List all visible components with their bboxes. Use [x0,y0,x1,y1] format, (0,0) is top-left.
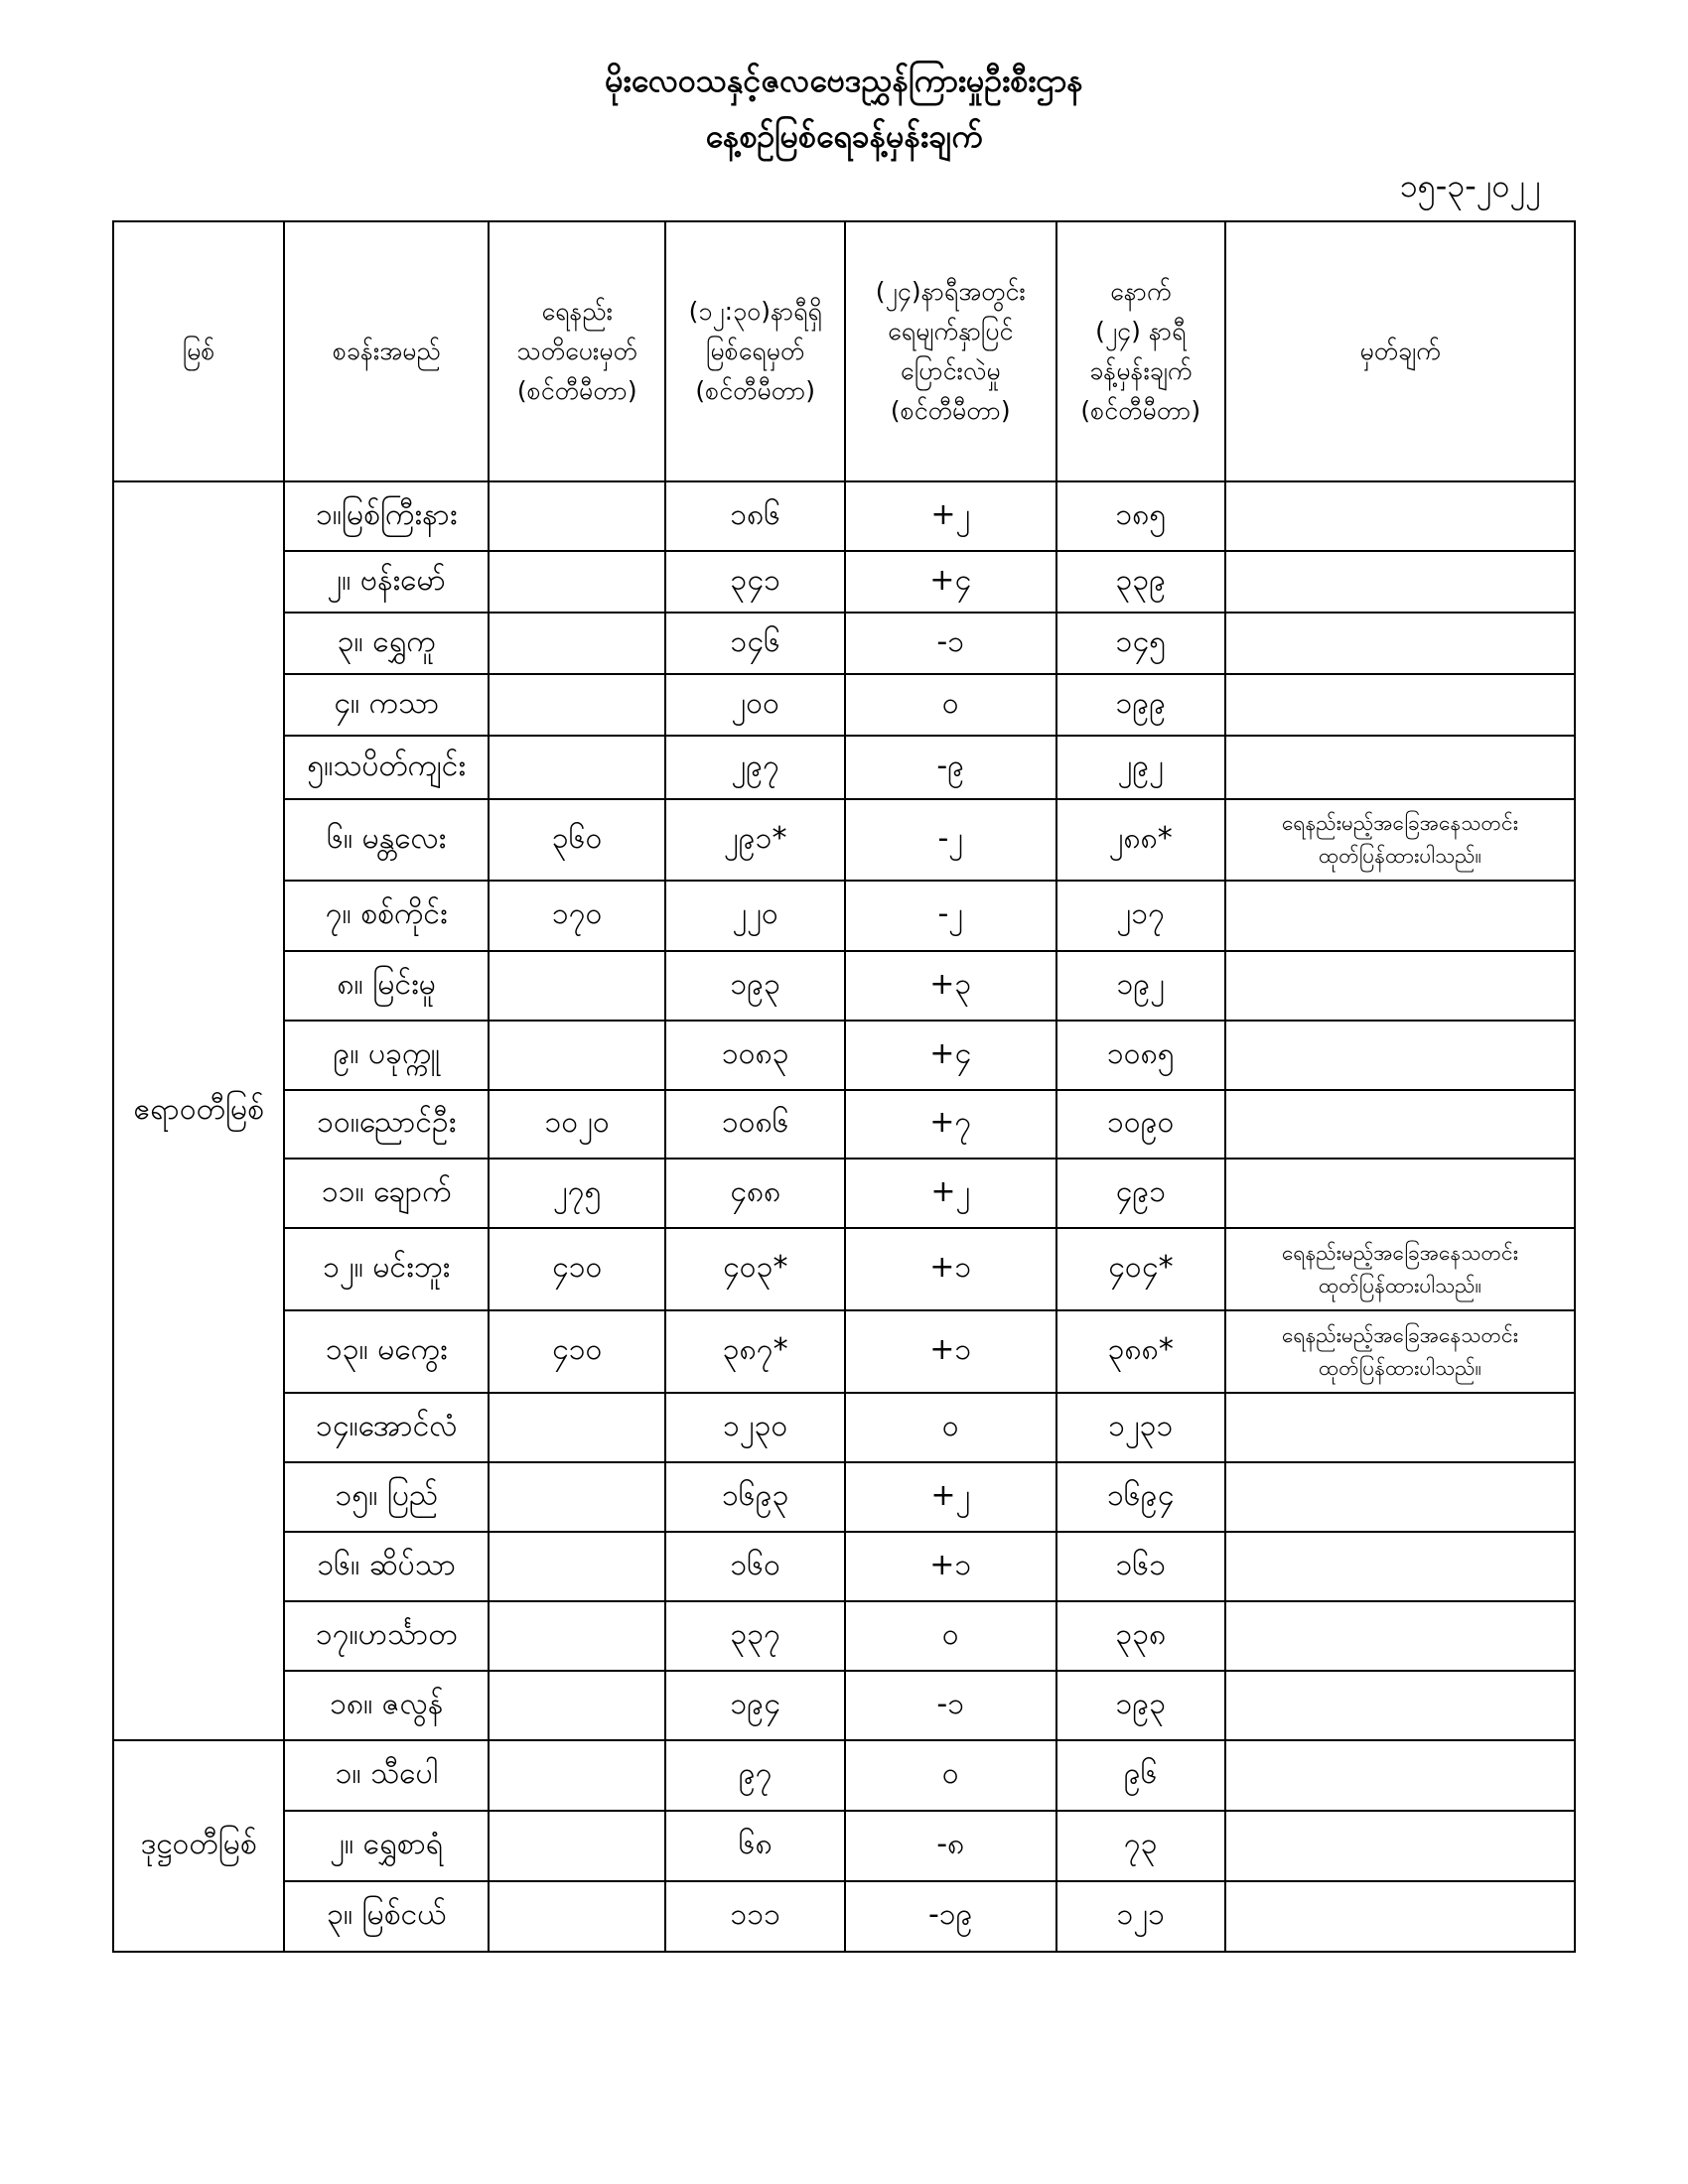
remark-cell [1225,1021,1575,1090]
station-name: ၁။မြစ်ကြီးနား [284,481,489,551]
danger-level [489,951,665,1021]
department-title: မိုးလေဝသနှင့်ဇလဗေဒညွှန်ကြားမှုဦးစီးဌာန [605,62,1083,99]
remark-cell [1225,551,1575,613]
level-change: +၂ [845,481,1056,551]
remark-cell [1225,1601,1575,1671]
header-level-line: (စင်တီမီတာ) [695,376,816,405]
remark-cell [1225,1228,1575,1310]
water-level: ၂၀၀ [665,674,844,736]
level-change: -၁ [845,613,1056,674]
table-row [113,799,1575,881]
remark-line: ရေနည်းမည့်အခြေအနေသတင်း [1282,1322,1518,1347]
station-name: ၁၇။ဟင်္သာတ [284,1601,489,1671]
danger-level: ၂၇၅ [489,1159,665,1228]
forecast-level: ၁၄၅ [1056,613,1225,674]
remark-cell [1225,881,1575,951]
danger-level [489,1881,665,1952]
water-level: ၃၃၇ [665,1601,844,1671]
remark-cell [1225,1740,1575,1811]
header-change-line: ပြောင်းလဲမှု [900,356,1001,385]
remark-line: ထုတ်ပြန်ထားပါသည်။ [1319,1273,1481,1297]
table-row [113,1532,1575,1601]
forecast-level: ၁၂၁ [1056,1881,1225,1952]
forecast-level: ၃၃၉ [1056,551,1225,613]
remark-cell [1225,951,1575,1021]
water-level: ၁၁၁ [665,1881,844,1952]
level-change: +၁ [845,1532,1056,1601]
forecast-level: ၂၉၂ [1056,736,1225,799]
forecast-level: ၁၉၂ [1056,951,1225,1021]
water-level: ၁၈၆ [665,481,844,551]
level-change: +၃ [845,951,1056,1021]
header-level [665,221,844,481]
river-name: ဒုဋ္ဌဝတီမြစ် [113,1740,284,1952]
remark-line: ရေနည်းမည့်အခြေအနေသတင်း [1282,1240,1518,1265]
forecast-level: ၂၈၈* [1056,799,1225,881]
table-row [113,674,1575,736]
header-forecast-line: (စင်တီမီတာ) [1080,396,1201,425]
remark-cell [1225,799,1575,881]
station-name: ၆။ မန္တလေး [284,799,489,881]
level-change: -၉ [845,736,1056,799]
water-level: ၄၈၈ [665,1159,844,1228]
header-danger-line: ရေနည်း [541,297,613,326]
danger-level [489,1740,665,1811]
header-change-line: (စင်တီမီတာ) [890,396,1011,425]
station-name: ၁၆။ ဆိပ်သာ [284,1532,489,1601]
header-river: မြစ် [113,221,284,481]
remark-cell [1225,1159,1575,1228]
station-name: ၁၁။ ချောက် [284,1159,489,1228]
level-change: -၁၉ [845,1881,1056,1952]
station-name: ၂။ ဗန်းမော် [284,551,489,613]
forecast-level: ၁၀၈၅ [1056,1021,1225,1090]
table-row [113,613,1575,674]
danger-level [489,551,665,613]
station-name: ၄။ ကသာ [284,674,489,736]
header-remark: မှတ်ချက် [1225,221,1575,481]
header-level-line: (၁၂:၃၀)နာရီရှိ [688,297,822,326]
header-danger-line: သတိပေးမှတ် [516,337,637,365]
level-change: ၀ [845,1601,1056,1671]
water-level: ၁၄၆ [665,613,844,674]
station-name: ၁၃။ မကွေး [284,1310,489,1393]
table-row [113,1393,1575,1462]
station-name: ၈။ မြင်းမူ [284,951,489,1021]
header-level-line: မြစ်ရေမှတ် [706,337,805,365]
danger-level: ၄၁၀ [489,1310,665,1393]
header-danger-line: (စင်တီမီတာ) [516,376,637,405]
water-level: ၁၉၃ [665,951,844,1021]
danger-level [489,674,665,736]
table-row [113,1740,1575,1811]
header-forecast [1056,221,1225,481]
table-row [113,1601,1575,1671]
level-change: -၁ [845,1671,1056,1740]
forecast-level: ၁၀၉၀ [1056,1090,1225,1159]
forecast-level: ၁၆၁ [1056,1532,1225,1601]
header-change-line: (၂၄)နာရီအတွင်း [875,277,1026,306]
remark-cell [1225,1532,1575,1601]
forecast-level: ၉၆ [1056,1740,1225,1811]
station-name: ၁၄။အောင်လံ [284,1393,489,1462]
danger-level [489,1532,665,1601]
danger-level [489,481,665,551]
forecast-level: ၁၉၉ [1056,674,1225,736]
station-name: ၁။ သီပေါ [284,1740,489,1811]
table-row [113,551,1575,613]
report-title: နေ့စဉ်မြစ်ရေခန့်မှန်းချက် [705,117,983,155]
report-date: ၁၅-၃-၂၀၂၂ [1399,167,1541,205]
danger-level [489,1021,665,1090]
table-row [113,481,1575,551]
water-level: ၃၈၇* [665,1310,844,1393]
header-forecast-line: (၂၄) နာရီ [1095,317,1187,345]
danger-level [489,736,665,799]
station-name: ၁၂။ မင်းဘူး [284,1228,489,1310]
level-change: +၁ [845,1310,1056,1393]
header-danger [489,221,665,481]
table-body [113,481,1575,1952]
danger-level [489,1462,665,1532]
table-row [113,1881,1575,1952]
table-row [113,1310,1575,1393]
remark-cell [1225,1310,1575,1393]
water-level: ၆၈ [665,1811,844,1881]
danger-level: ၃၆၀ [489,799,665,881]
water-level: ၂၉၁* [665,799,844,881]
forecast-level: ၁၆၉၄ [1056,1462,1225,1532]
table-row [113,1021,1575,1090]
station-name: ၂။ ရွှေစာရံ [284,1811,489,1881]
forecast-level: ၁၉၃ [1056,1671,1225,1740]
water-level: ၁၆၉၃ [665,1462,844,1532]
water-level: ၂၉၇ [665,736,844,799]
remark-cell [1225,1811,1575,1881]
table-row [113,736,1575,799]
header-station: စခန်းအမည် [284,221,489,481]
station-name: ၅။သပိတ်ကျင်း [284,736,489,799]
water-level: ၂၂၀ [665,881,844,951]
remark-cell [1225,481,1575,551]
table-row [113,1811,1575,1881]
danger-level [489,1811,665,1881]
level-change: +၄ [845,1021,1056,1090]
danger-level [489,1671,665,1740]
table-row [113,951,1575,1021]
danger-level: ၄၁၀ [489,1228,665,1310]
water-level: ၁၀၈၃ [665,1021,844,1090]
remark-cell [1225,1881,1575,1952]
forecast-level: ၄၀၄* [1056,1228,1225,1310]
water-level: ၄၀၃* [665,1228,844,1310]
danger-level [489,613,665,674]
remark-line: ထုတ်ပြန်ထားပါသည်။ [1319,1355,1481,1380]
remark-cell [1225,1462,1575,1532]
level-change: ၀ [845,674,1056,736]
header-change [845,221,1056,481]
table-row [113,881,1575,951]
forecast-level: ၁၈၅ [1056,481,1225,551]
level-change: +၇ [845,1090,1056,1159]
remark-cell [1225,736,1575,799]
water-level: ၉၇ [665,1740,844,1811]
danger-level: ၁၇၀ [489,881,665,951]
remark-cell [1225,1671,1575,1740]
station-name: ၃။ ရွှေကူ [284,613,489,674]
river-name: ဧရာဝတီမြစ် [113,481,284,1740]
remark-cell [1225,674,1575,736]
forecast-level: ၇၃ [1056,1811,1225,1881]
danger-level [489,1393,665,1462]
danger-level: ၁၀၂၀ [489,1090,665,1159]
water-level: ၁၆၀ [665,1532,844,1601]
remark-cell [1225,613,1575,674]
forecast-table [112,220,1576,1953]
station-name: ၇။ စစ်ကိုင်း [284,881,489,951]
water-level: ၁၂၃၀ [665,1393,844,1462]
table-row [113,1228,1575,1310]
level-change: ၀ [845,1740,1056,1811]
water-level: ၁၀၈၆ [665,1090,844,1159]
header-change-line: ရေမျက်နှာပြင် [888,317,1014,345]
level-change: ၀ [845,1393,1056,1462]
water-level: ၁၉၄ [665,1671,844,1740]
level-change: -၈ [845,1811,1056,1881]
danger-level [489,1601,665,1671]
station-name: ၁၅။ ပြည် [284,1462,489,1532]
header-forecast-line: နောက် [1110,277,1172,306]
table-row [113,1090,1575,1159]
station-name: ၁၀။ညောင်ဦး [284,1090,489,1159]
remark-cell [1225,1393,1575,1462]
station-name: ၁၈။ ဇလွန် [284,1671,489,1740]
table-header-row [113,221,1575,481]
level-change: +၂ [845,1462,1056,1532]
remark-line: ရေနည်းမည့်အခြေအနေသတင်း [1282,811,1518,835]
remark-line: ထုတ်ပြန်ထားပါသည်။ [1319,844,1481,868]
forecast-level: ၂၁၇ [1056,881,1225,951]
table-row [113,1159,1575,1228]
level-change: -၂ [845,881,1056,951]
level-change: +၂ [845,1159,1056,1228]
table-row [113,1671,1575,1740]
table-row [113,1462,1575,1532]
level-change: +၄ [845,551,1056,613]
forecast-level: ၃၈၈* [1056,1310,1225,1393]
header-forecast-line: ခန့်မှန်းချက် [1089,356,1193,385]
station-name: ၃။ မြစ်ငယ် [284,1881,489,1952]
water-level: ၃၄၁ [665,551,844,613]
forecast-level: ၁၂၃၁ [1056,1393,1225,1462]
remark-cell [1225,1090,1575,1159]
level-change: +၁ [845,1228,1056,1310]
level-change: -၂ [845,799,1056,881]
forecast-level: ၃၃၈ [1056,1601,1225,1671]
station-name: ၉။ ပခုက္ကူ [284,1021,489,1090]
forecast-level: ၄၉၁ [1056,1159,1225,1228]
